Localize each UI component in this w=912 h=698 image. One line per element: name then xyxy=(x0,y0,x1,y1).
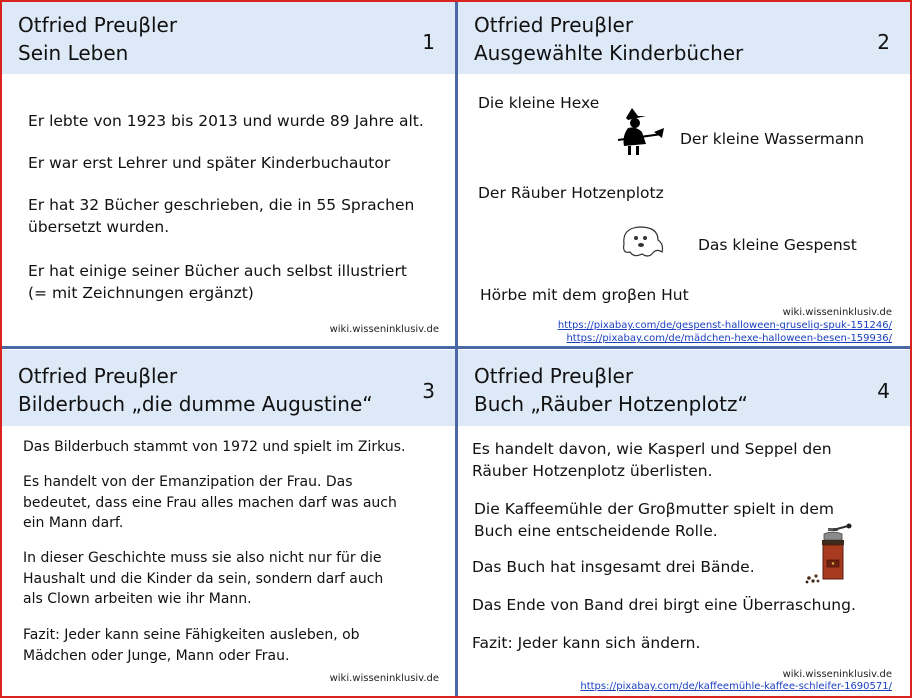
conclusion-line1: Fazit: Jeder kann seine Fähigkeiten ausleben, ob xyxy=(23,627,360,643)
card-number: 4 xyxy=(877,379,890,403)
witch-image-source-link[interactable]: https://pixabay.com/de/mädchen-hexe-halloween-besen-159936/ xyxy=(566,333,892,344)
card-title-author: Otfried Preuβler xyxy=(18,13,178,37)
source-credit: wiki.wisseninklusiv.de xyxy=(329,673,439,684)
book-raeuber-hotzenplotz: Der Räuber Hotzenplotz xyxy=(478,184,664,202)
fact-emancipation-line1: Es handelt von der Emanzipation der Frau. Das xyxy=(23,474,353,490)
coffee-mill-image-source-link[interactable]: https://pixabay.com/de/kaffeemühle-kaffee-schleifer-1690571/ xyxy=(580,681,892,692)
volumes-line: Das Buch hat insgesamt drei Bände. xyxy=(472,558,755,576)
plot-line1: Es handelt davon, wie Kasperl und Seppel den xyxy=(472,440,832,458)
ghost-icon xyxy=(618,224,666,260)
card-header xyxy=(2,2,455,74)
fact-story-line3: als Clown arbeiten wie ihr Mann. xyxy=(23,591,252,607)
book-kleine-hexe: Die kleine Hexe xyxy=(478,94,600,112)
fact-illustration-line2: (= mit Zeichnungen ergänzt) xyxy=(28,284,254,302)
coffee-mill-line1: Die Kaffeemühle der Groβmutter spielt in dem xyxy=(474,500,834,518)
card-title xyxy=(474,11,743,67)
source-credit: wiki.wisseninklusiv.de xyxy=(329,324,439,335)
fact-books-line1: Er hat 32 Bücher geschrieben, die in 55 Sprachen xyxy=(28,196,415,214)
ghost-image-source-link[interactable]: https://pixabay.com/de/gespenst-halloween-gruselig-spuk-151246/ xyxy=(557,320,892,331)
coffee-mill-line2: Buch eine entscheidende Rolle. xyxy=(474,522,718,540)
fact-illustration-line1: Er hat einige seiner Bücher auch selbst illustriert xyxy=(28,262,407,280)
book-kleine-wassermann: Der kleine Wassermann xyxy=(680,130,865,148)
card-title xyxy=(18,362,373,418)
card-title-topic: Bilderbuch „die dumme Augustine“ xyxy=(18,392,373,416)
book-kleine-gespenst: Das kleine Gespenst xyxy=(698,236,857,254)
source-credit: wiki.wisseninklusiv.de xyxy=(782,307,892,318)
card-header xyxy=(458,2,910,74)
card-dumme-augustine xyxy=(2,350,455,696)
fact-profession: Er war erst Lehrer und später Kinderbuchautor xyxy=(28,154,391,172)
vertical-divider xyxy=(455,2,458,696)
conclusion-line: Fazit: Jeder kann sich ändern. xyxy=(472,634,701,652)
horizontal-divider xyxy=(2,346,910,349)
fact-picture-book: Das Bilderbuch stammt von 1972 und spielt im Zirkus. xyxy=(23,439,406,455)
card-title-author: Otfried Preuβler xyxy=(474,364,634,388)
fact-books-line2: übersetzt wurden. xyxy=(28,218,170,236)
card-number: 2 xyxy=(877,30,890,54)
card-sein-leben xyxy=(2,2,455,346)
card-header xyxy=(2,350,455,426)
fact-lifespan: Er lebte von 1923 bis 2013 und wurde 89 Jahre alt. xyxy=(28,112,424,130)
witch-on-broom-icon xyxy=(616,106,664,158)
coffee-grinder-icon xyxy=(804,522,866,584)
fact-story-line2: Haushalt und die Kinder da sein, sondern darf auch xyxy=(23,571,384,587)
card-title-author: Otfried Preuβler xyxy=(474,13,634,37)
source-credit: wiki.wisseninklusiv.de xyxy=(782,669,892,680)
plot-line2: Räuber Hotzenplotz überlisten. xyxy=(472,462,713,480)
book-hoerbe: Hörbe mit dem groβen Hut xyxy=(480,286,689,304)
fact-emancipation-line3: ein Mann darf. xyxy=(23,515,124,531)
conclusion-line2: Mädchen oder Junge, Mann oder Frau. xyxy=(23,648,290,664)
card-title-topic: Ausgewählte Kinderbücher xyxy=(474,41,744,65)
card-header xyxy=(458,350,910,426)
fact-emancipation-line2: bedeutet, dass eine Frau alles machen darf was auch xyxy=(23,495,397,511)
card-number: 3 xyxy=(422,379,435,403)
card-title xyxy=(474,362,748,418)
card-title-author: Otfried Preuβler xyxy=(18,364,178,388)
card-raeuber-hotzenplotz xyxy=(458,350,910,696)
card-title xyxy=(18,11,177,67)
card-title-topic: Buch „Räuber Hotzenplotz“ xyxy=(474,392,748,416)
fact-story-line1: In dieser Geschichte muss sie also nicht nur für die xyxy=(23,550,382,566)
surprise-line: Das Ende von Band drei birgt eine Überraschung. xyxy=(472,596,856,614)
card-title-topic: Sein Leben xyxy=(18,41,129,65)
card-number: 1 xyxy=(422,30,435,54)
card-kinderbuecher xyxy=(458,2,910,346)
